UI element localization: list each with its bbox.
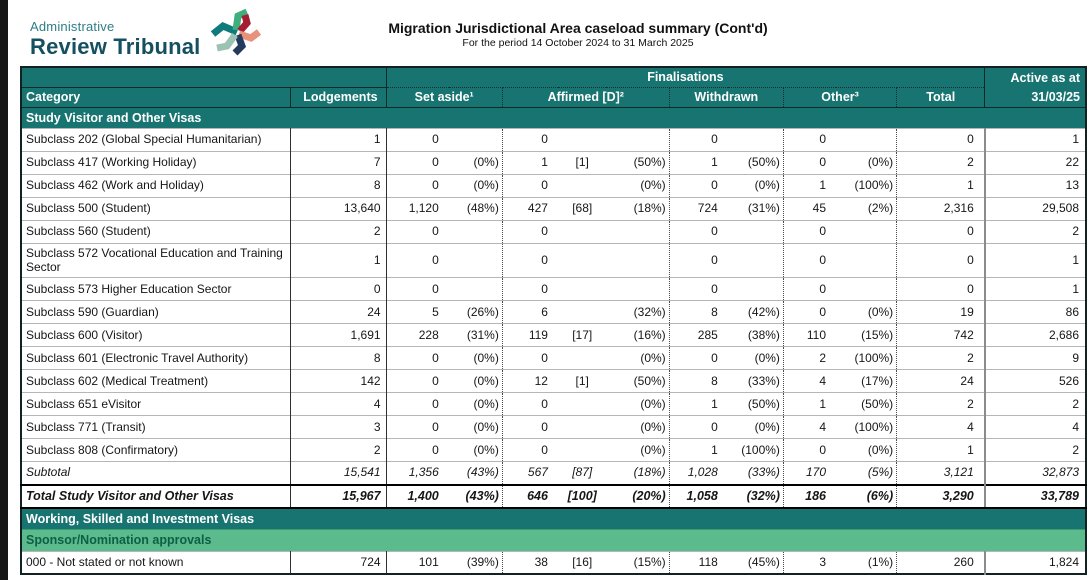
- table-row: [21, 128, 1086, 151]
- total-cell: 2: [897, 151, 985, 174]
- table-row: [21, 174, 1086, 197]
- affirmed-count-cell: 0: [502, 439, 558, 462]
- other-count-cell: 1: [783, 393, 836, 416]
- lodgements-cell: 7: [290, 151, 386, 174]
- withdrawn-pct-cell: (33%): [728, 370, 784, 393]
- affirmed-d-cell: [17]: [558, 324, 607, 347]
- affirmed-pct-cell: (0%): [606, 393, 669, 416]
- affirmed-pct-cell: (18%): [606, 462, 669, 485]
- withdrawn-pct-cell: (33%): [728, 462, 784, 485]
- withdrawn-pct-cell: (42%): [728, 301, 784, 324]
- category-cell: Subclass 808 (Confirmatory): [21, 439, 290, 462]
- withdrawn-count-cell: 8: [669, 301, 728, 324]
- set-aside-count-cell: 5: [386, 301, 449, 324]
- tribunal-pinwheel-icon: [209, 8, 261, 60]
- set-aside-count-cell: 0: [386, 243, 449, 278]
- header-other: Other³: [783, 87, 896, 107]
- total-cell: 2: [897, 393, 985, 416]
- lodgements-cell: 13,640: [290, 197, 386, 220]
- set-aside-pct-cell: [449, 243, 503, 278]
- affirmed-count-cell: 0: [502, 174, 558, 197]
- withdrawn-count-cell: 8: [669, 370, 728, 393]
- set-aside-pct-cell: (0%): [449, 347, 503, 370]
- affirmed-count-cell: 0: [502, 393, 558, 416]
- category-cell: Subclass 590 (Guardian): [21, 301, 290, 324]
- withdrawn-count-cell: 0: [669, 347, 728, 370]
- withdrawn-pct-cell: [728, 243, 784, 278]
- other-count-cell: 4: [783, 370, 836, 393]
- set-aside-count-cell: 0: [386, 370, 449, 393]
- scan-edge-strip: [0, 0, 8, 580]
- other-pct-cell: (17%): [836, 370, 897, 393]
- other-pct-cell: (5%): [836, 462, 897, 485]
- set-aside-count-cell: 1,120: [386, 197, 449, 220]
- active-cell: 32,873: [985, 462, 1086, 485]
- logo-text-review-tribunal: Review Tribunal: [30, 34, 201, 59]
- lodgements-cell: 142: [290, 370, 386, 393]
- active-cell: 1: [985, 243, 1086, 278]
- total-cell: 2,316: [897, 197, 985, 220]
- active-cell: 29,508: [985, 197, 1086, 220]
- withdrawn-pct-cell: (50%): [728, 393, 784, 416]
- table-row: [21, 551, 1086, 574]
- withdrawn-count-cell: 285: [669, 324, 728, 347]
- withdrawn-pct-cell: (0%): [728, 347, 784, 370]
- table-body: [21, 107, 1086, 574]
- active-cell: 4: [985, 416, 1086, 439]
- affirmed-pct-cell: (20%): [606, 485, 669, 508]
- withdrawn-pct-cell: (100%): [728, 439, 784, 462]
- active-cell: 33,789: [985, 485, 1086, 508]
- affirmed-d-cell: [16]: [558, 551, 607, 574]
- header-category: Category: [21, 87, 290, 107]
- affirmed-pct-cell: [606, 128, 669, 151]
- active-cell: 1: [985, 128, 1086, 151]
- other-count-cell: 45: [783, 197, 836, 220]
- affirmed-pct-cell: (32%): [606, 301, 669, 324]
- other-pct-cell: (1%): [836, 551, 897, 574]
- category-cell: Subclass 417 (Working Holiday): [21, 151, 290, 174]
- affirmed-d-cell: [558, 128, 607, 151]
- withdrawn-count-cell: 0: [669, 278, 728, 301]
- other-count-cell: 0: [783, 128, 836, 151]
- set-aside-count-cell: 0: [386, 220, 449, 243]
- affirmed-count-cell: 0: [502, 128, 558, 151]
- category-cell: Subclass 573 Higher Education Sector: [21, 278, 290, 301]
- other-count-cell: 0: [783, 439, 836, 462]
- set-aside-count-cell: 0: [386, 278, 449, 301]
- set-aside-pct-cell: (0%): [449, 151, 503, 174]
- lodgements-cell: 1: [290, 128, 386, 151]
- set-aside-count-cell: 101: [386, 551, 449, 574]
- other-count-cell: 186: [783, 485, 836, 508]
- withdrawn-count-cell: 724: [669, 197, 728, 220]
- set-aside-count-cell: 0: [386, 439, 449, 462]
- lodgements-cell: 15,541: [290, 462, 386, 485]
- total-cell: 1: [897, 174, 985, 197]
- affirmed-count-cell: 38: [502, 551, 558, 574]
- withdrawn-pct-cell: (31%): [728, 197, 784, 220]
- table-row: [21, 370, 1086, 393]
- other-count-cell: 0: [783, 278, 836, 301]
- total-cell: 24: [897, 370, 985, 393]
- subsection-label: Sponsor/Nomination approvals: [21, 530, 1086, 551]
- header-active-date: 31/03/25: [985, 87, 1086, 107]
- other-count-cell: 4: [783, 416, 836, 439]
- other-pct-cell: [836, 220, 897, 243]
- total-cell: 4: [897, 416, 985, 439]
- affirmed-count-cell: 12: [502, 370, 558, 393]
- table-row: [21, 347, 1086, 370]
- category-cell: Subclass 462 (Work and Holiday): [21, 174, 290, 197]
- total-cell: 0: [897, 220, 985, 243]
- category-cell: Subclass 602 (Medical Treatment): [21, 370, 290, 393]
- total-cell: 2: [897, 347, 985, 370]
- set-aside-pct-cell: (43%): [449, 485, 503, 508]
- other-pct-cell: [836, 128, 897, 151]
- set-aside-count-cell: 0: [386, 128, 449, 151]
- logo-text-administrative: Administrative: [30, 19, 115, 34]
- lodgements-cell: 3: [290, 416, 386, 439]
- active-cell: 2: [985, 439, 1086, 462]
- category-cell: Subclass 651 eVisitor: [21, 393, 290, 416]
- affirmed-d-cell: [68]: [558, 197, 607, 220]
- category-cell: 000 - Not stated or not known: [21, 551, 290, 574]
- subsection-row: [21, 530, 1086, 551]
- withdrawn-count-cell: 0: [669, 220, 728, 243]
- set-aside-count-cell: 1,400: [386, 485, 449, 508]
- category-cell: Subclass 202 (Global Special Humanitarian): [21, 128, 290, 151]
- withdrawn-pct-cell: (32%): [728, 485, 784, 508]
- table-row: [21, 324, 1086, 347]
- affirmed-pct-cell: [606, 220, 669, 243]
- set-aside-pct-cell: (26%): [449, 301, 503, 324]
- caseload-summary-table: [20, 66, 1087, 575]
- total-cell: 0: [897, 128, 985, 151]
- page-subtitle: For the period 14 October 2024 to 31 March 2025: [462, 37, 694, 49]
- withdrawn-pct-cell: [728, 278, 784, 301]
- affirmed-d-cell: [558, 174, 607, 197]
- affirmed-count-cell: 0: [502, 278, 558, 301]
- other-count-cell: 0: [783, 151, 836, 174]
- affirmed-d-cell: [558, 220, 607, 243]
- other-pct-cell: (50%): [836, 393, 897, 416]
- page-title: Migration Jurisdictional Area caseload summary (Cont'd): [388, 20, 768, 36]
- withdrawn-pct-cell: [728, 220, 784, 243]
- affirmed-pct-cell: (50%): [606, 151, 669, 174]
- withdrawn-pct-cell: (38%): [728, 324, 784, 347]
- set-aside-count-cell: 0: [386, 416, 449, 439]
- withdrawn-count-cell: 1: [669, 393, 728, 416]
- affirmed-count-cell: 0: [502, 220, 558, 243]
- active-cell: 86: [985, 301, 1086, 324]
- set-aside-pct-cell: (31%): [449, 324, 503, 347]
- active-cell: 2: [985, 393, 1086, 416]
- affirmed-pct-cell: [606, 243, 669, 278]
- category-cell: Subclass 601 (Electronic Travel Authority): [21, 347, 290, 370]
- set-aside-pct-cell: (0%): [449, 393, 503, 416]
- category-cell: Subclass 572 Vocational Education and Training Sector: [21, 243, 290, 278]
- set-aside-count-cell: 0: [386, 393, 449, 416]
- category-cell: Subclass 600 (Visitor): [21, 324, 290, 347]
- set-aside-pct-cell: (0%): [449, 416, 503, 439]
- withdrawn-count-cell: 0: [669, 174, 728, 197]
- affirmed-d-cell: [558, 243, 607, 278]
- other-pct-cell: [836, 278, 897, 301]
- section-row: [21, 107, 1086, 128]
- affirmed-d-cell: [1]: [558, 370, 607, 393]
- total-cell: 742: [897, 324, 985, 347]
- category-cell: Subtotal: [21, 462, 290, 485]
- lodgements-cell: 8: [290, 347, 386, 370]
- header-affirmed: Affirmed [D]²: [502, 87, 669, 107]
- header-finalisations: Finalisations: [386, 67, 985, 87]
- affirmed-d-cell: [1]: [558, 151, 607, 174]
- affirmed-pct-cell: (16%): [606, 324, 669, 347]
- lodgements-cell: 0: [290, 278, 386, 301]
- affirmed-pct-cell: (0%): [606, 416, 669, 439]
- category-cell: Subclass 560 (Student): [21, 220, 290, 243]
- affirmed-pct-cell: (0%): [606, 347, 669, 370]
- withdrawn-pct-cell: (0%): [728, 174, 784, 197]
- other-count-cell: 110: [783, 324, 836, 347]
- set-aside-count-cell: 228: [386, 324, 449, 347]
- affirmed-pct-cell: (0%): [606, 439, 669, 462]
- table-row: [21, 197, 1086, 220]
- affirmed-d-cell: [558, 439, 607, 462]
- lodgements-cell: 24: [290, 301, 386, 324]
- active-cell: 2: [985, 220, 1086, 243]
- table-row: [21, 439, 1086, 462]
- tribunal-logo: [30, 8, 261, 60]
- affirmed-count-cell: 0: [502, 347, 558, 370]
- lodgements-cell: 2: [290, 439, 386, 462]
- table-row: [21, 393, 1086, 416]
- other-pct-cell: (15%): [836, 324, 897, 347]
- affirmed-pct-cell: (15%): [606, 551, 669, 574]
- section-label: Working, Skilled and Investment Visas: [21, 508, 1086, 530]
- active-cell: 1,824: [985, 551, 1086, 574]
- other-count-cell: 0: [783, 220, 836, 243]
- affirmed-count-cell: 427: [502, 197, 558, 220]
- category-cell: Subclass 500 (Student): [21, 197, 290, 220]
- affirmed-count-cell: 119: [502, 324, 558, 347]
- set-aside-pct-cell: [449, 128, 503, 151]
- table-row: [21, 151, 1086, 174]
- other-pct-cell: (100%): [836, 174, 897, 197]
- lodgements-cell: 1,691: [290, 324, 386, 347]
- withdrawn-pct-cell: (50%): [728, 151, 784, 174]
- total-cell: 260: [897, 551, 985, 574]
- affirmed-d-cell: [558, 393, 607, 416]
- total-cell: 0: [897, 243, 985, 278]
- set-aside-pct-cell: (48%): [449, 197, 503, 220]
- other-pct-cell: (0%): [836, 301, 897, 324]
- withdrawn-pct-cell: (0%): [728, 416, 784, 439]
- other-pct-cell: (0%): [836, 151, 897, 174]
- other-count-cell: 3: [783, 551, 836, 574]
- total-cell: 3,290: [897, 485, 985, 508]
- affirmed-count-cell: 6: [502, 301, 558, 324]
- lodgements-cell: 15,967: [290, 485, 386, 508]
- other-count-cell: 0: [783, 301, 836, 324]
- withdrawn-pct-cell: [728, 128, 784, 151]
- affirmed-d-cell: [558, 301, 607, 324]
- table-header: [21, 67, 1086, 107]
- affirmed-count-cell: 567: [502, 462, 558, 485]
- affirmed-count-cell: 1: [502, 151, 558, 174]
- withdrawn-count-cell: 1: [669, 151, 728, 174]
- table-row: [21, 301, 1086, 324]
- total-cell: 0: [897, 278, 985, 301]
- affirmed-count-cell: 646: [502, 485, 558, 508]
- table-row: [21, 462, 1086, 485]
- withdrawn-count-cell: 1,028: [669, 462, 728, 485]
- set-aside-pct-cell: (0%): [449, 174, 503, 197]
- set-aside-count-cell: 0: [386, 174, 449, 197]
- set-aside-pct-cell: [449, 278, 503, 301]
- set-aside-pct-cell: (43%): [449, 462, 503, 485]
- header-lodgements: Lodgements: [290, 87, 386, 107]
- other-count-cell: 0: [783, 243, 836, 278]
- set-aside-pct-cell: (39%): [449, 551, 503, 574]
- lodgements-cell: 1: [290, 243, 386, 278]
- withdrawn-count-cell: 118: [669, 551, 728, 574]
- category-cell: Subclass 771 (Transit): [21, 416, 290, 439]
- other-pct-cell: (100%): [836, 347, 897, 370]
- lodgements-cell: 8: [290, 174, 386, 197]
- active-cell: 13: [985, 174, 1086, 197]
- affirmed-d-cell: [558, 416, 607, 439]
- affirmed-pct-cell: [606, 278, 669, 301]
- section-label: Study Visitor and Other Visas: [21, 107, 1086, 128]
- table-row: [21, 416, 1086, 439]
- withdrawn-count-cell: 0: [669, 416, 728, 439]
- other-count-cell: 2: [783, 347, 836, 370]
- set-aside-pct-cell: (0%): [449, 370, 503, 393]
- header-empty-cell: [21, 67, 386, 87]
- affirmed-d-cell: [558, 278, 607, 301]
- other-pct-cell: [836, 243, 897, 278]
- header-active-as-at: Active as at: [985, 67, 1086, 87]
- affirmed-count-cell: 0: [502, 243, 558, 278]
- table-row: [21, 278, 1086, 301]
- active-cell: 2,686: [985, 324, 1086, 347]
- withdrawn-count-cell: 1,058: [669, 485, 728, 508]
- table-row: [21, 220, 1086, 243]
- lodgements-cell: 2: [290, 220, 386, 243]
- table-row: [21, 243, 1086, 278]
- table-row: [21, 485, 1086, 508]
- affirmed-count-cell: 0: [502, 416, 558, 439]
- total-cell: 19: [897, 301, 985, 324]
- affirmed-pct-cell: (18%): [606, 197, 669, 220]
- active-cell: 526: [985, 370, 1086, 393]
- other-pct-cell: (6%): [836, 485, 897, 508]
- lodgements-cell: 724: [290, 551, 386, 574]
- set-aside-pct-cell: [449, 220, 503, 243]
- other-pct-cell: (0%): [836, 439, 897, 462]
- other-pct-cell: (100%): [836, 416, 897, 439]
- other-pct-cell: (2%): [836, 197, 897, 220]
- set-aside-count-cell: 0: [386, 347, 449, 370]
- active-cell: 9: [985, 347, 1086, 370]
- withdrawn-count-cell: 1: [669, 439, 728, 462]
- affirmed-pct-cell: (50%): [606, 370, 669, 393]
- lodgements-cell: 4: [290, 393, 386, 416]
- other-count-cell: 170: [783, 462, 836, 485]
- set-aside-count-cell: 1,356: [386, 462, 449, 485]
- section-row: [21, 508, 1086, 530]
- total-cell: 1: [897, 439, 985, 462]
- set-aside-pct-cell: (0%): [449, 439, 503, 462]
- affirmed-d-cell: [87]: [558, 462, 607, 485]
- affirmed-pct-cell: (0%): [606, 174, 669, 197]
- withdrawn-count-cell: 0: [669, 128, 728, 151]
- affirmed-d-cell: [558, 347, 607, 370]
- affirmed-d-cell: [100]: [558, 485, 607, 508]
- header-set-aside: Set aside¹: [386, 87, 502, 107]
- withdrawn-count-cell: 0: [669, 243, 728, 278]
- header-total: Total: [897, 87, 985, 107]
- header-withdrawn: Withdrawn: [669, 87, 783, 107]
- active-cell: 1: [985, 278, 1086, 301]
- set-aside-count-cell: 0: [386, 151, 449, 174]
- active-cell: 22: [985, 151, 1086, 174]
- other-count-cell: 1: [783, 174, 836, 197]
- total-cell: 3,121: [897, 462, 985, 485]
- category-cell: Total Study Visitor and Other Visas: [21, 485, 290, 508]
- report-header: [8, 0, 1089, 64]
- withdrawn-pct-cell: (45%): [728, 551, 784, 574]
